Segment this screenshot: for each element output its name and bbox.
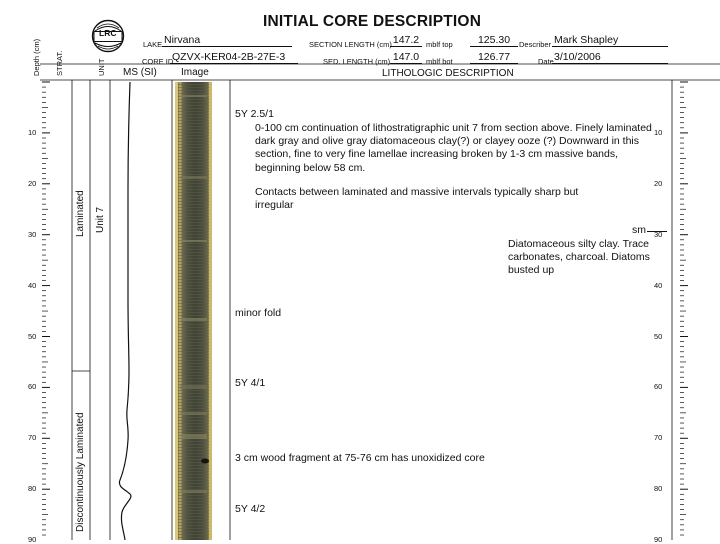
description-paragraph-1: 0-100 cm continuation of lithostratigraphic unit 7 from section above. Finely laminated dark gray and olive gray diatomaceous clay(?) or clayey ooze (?) Downward in this section, fine to very fine lamellae increasing broken by 1-3 cm massive bands, beginning below 58 cm. — [255, 122, 652, 174]
strat-laminated: Laminated — [75, 190, 86, 237]
logo-text: LRC — [99, 28, 117, 38]
sed-length-value: 147.0 — [390, 51, 422, 64]
core-id-value: QZVX-KER04-2B-27E-3 — [170, 51, 298, 64]
depth-label-left: 20 — [28, 178, 37, 188]
section-length-value: 147.2 — [390, 34, 422, 47]
description-paragraph-2: Contacts between laminated and massive intervals typically sharp but irregular — [255, 186, 579, 212]
depth-label-left: 30 — [28, 229, 37, 239]
depth-label-left: 90 — [28, 535, 37, 544]
strat-column-header: STRAT. — [55, 50, 64, 76]
smear-slide-line — [647, 231, 667, 232]
unit-label: Unit 7 — [95, 206, 106, 233]
wood-fragment-note: 3 cm wood fragment at 75-76 cm has unoxidized core — [235, 452, 485, 464]
image-column-header: Image — [181, 67, 209, 78]
depth-label-right: 40 — [654, 280, 663, 290]
depth-label-right: 20 — [654, 178, 663, 188]
strat-discontinuous: Discontinuously Laminated — [75, 412, 86, 532]
lake-label: LAKE — [143, 40, 163, 49]
depth-label-left: 60 — [28, 382, 37, 392]
depth-label-left: 40 — [28, 280, 37, 290]
sed-length-label: SED. LENGTH (cm) — [323, 57, 391, 66]
mblf-top-label: mblf top — [426, 40, 453, 49]
minor-fold-note: minor fold — [235, 307, 282, 319]
depth-label-left: 80 — [28, 484, 37, 494]
depth-label-right: 70 — [654, 433, 663, 443]
depth-label-left: 10 — [28, 127, 37, 137]
depth-label-left: 70 — [28, 433, 37, 443]
mblf-bot-value: 126.77 — [470, 51, 518, 64]
depth-label-right: 50 — [654, 331, 663, 341]
color-code-1: 5Y 2.5/1 — [235, 108, 274, 120]
litho-column-header: LITHOLOGIC DESCRIPTION — [382, 68, 514, 79]
depth-label-right: 80 — [654, 484, 663, 494]
color-code-2: 5Y 4/1 — [235, 377, 266, 389]
depth-label-right: 90 — [654, 535, 663, 544]
depth-label-right: 10 — [654, 127, 663, 137]
depth-column-header: Depth (cm) — [32, 38, 41, 76]
mblf-top-value: 125.30 — [470, 34, 518, 47]
depth-label-left: 50 — [28, 331, 37, 341]
describer-label: Describer — [519, 40, 552, 49]
date-label: Date — [538, 57, 554, 66]
lake-value: Nirvana — [162, 34, 292, 47]
describer-value: Mark Shapley — [552, 34, 668, 47]
ms-column-header: MS (SI) — [123, 67, 157, 78]
section-length-label: SECTION LENGTH (cm) — [309, 40, 392, 49]
smear-slide-marker: sm — [632, 224, 646, 236]
core-id-label: CORE ID — [142, 57, 174, 66]
date-value: 3/10/2006 — [552, 51, 668, 64]
color-code-3: 5Y 4/2 — [235, 503, 266, 515]
depth-label-right: 60 — [654, 382, 663, 392]
depth-label-right: 30 — [654, 229, 663, 239]
page-title: INITIAL CORE DESCRIPTION — [263, 13, 482, 30]
smear-slide-description: Diatomaceous silty clay. Trace carbonates, charcoal. Diatoms busted up — [508, 238, 650, 277]
mblf-bot-label: mblf bot — [426, 57, 453, 66]
unit-column-header: UNIT — [97, 58, 106, 76]
